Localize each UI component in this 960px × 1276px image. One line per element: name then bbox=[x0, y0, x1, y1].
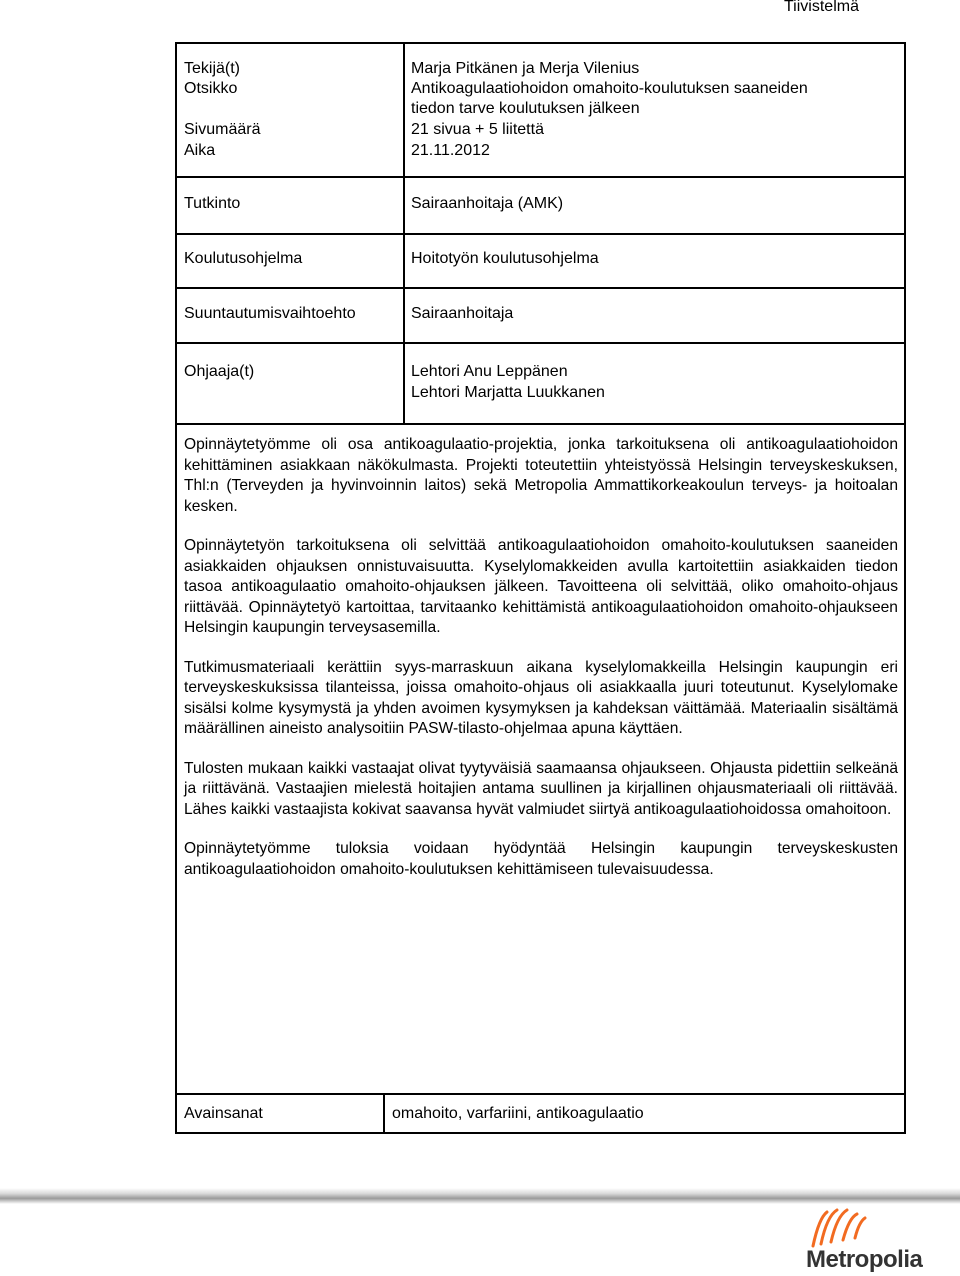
keywords-label: Avainsanat bbox=[184, 1105, 263, 1122]
programme-value: Hoitotyön koulutusohjelma bbox=[411, 250, 599, 267]
row-divider bbox=[177, 233, 904, 235]
abstract-form-frame bbox=[175, 42, 906, 1134]
abstract-paragraph: Tutkimusmateriaali kerättiin syys-marraskuun aikana kyselylomakkeilla Helsingin kaupungin eri terveyskeskuksissa tilanteissa, joissa omahoito-ohjaus oli asiakkaalla juuri toteutunut. Kyselylomake sisälsi kolme kysymystä ja yhden avoimen kysymyksen ja kahdeksan väittämää. Materiaalin sisältämä määrällinen aineisto analysoitiin PASW-tilasto-ohjelmaa apuna käyttäen. bbox=[184, 658, 898, 737]
title-value-line1: Antikoagulaatiohoidon omahoito-koulutuksen saaneiden bbox=[411, 80, 808, 97]
row-divider bbox=[177, 423, 904, 425]
date-value: 21.11.2012 bbox=[411, 142, 490, 159]
specialisation-label: Suuntautumisvaihtoehto bbox=[184, 305, 356, 322]
abstract-paragraph: Opinnäytetyömme oli osa antikoagulaatio-projektia, jonka tarkoituksena oli antikoagulaatiohoidon kehittäminen asiakkaan näkökulmasta. Projekti toteutettiin yhteistyössä Helsingin terveyskeskuksen, Thl:n (Terveyden ja hyvinvoinnin laitos) sekä Metropolia Ammattikorkeakoulun terveys- ja hoitoalan kesken. bbox=[184, 436, 898, 515]
specialisation-value: Sairaanhoitaja bbox=[411, 305, 514, 322]
supervisor-value-2: Lehtori Marjatta Luukkanen bbox=[411, 384, 605, 401]
title-value-line2: tiedon tarve koulutuksen jälkeen bbox=[411, 100, 640, 117]
row-divider bbox=[177, 342, 904, 344]
author-label: Tekijä(t) bbox=[184, 60, 241, 77]
abstract-paragraph: Opinnäytetyön tarkoituksena oli selvittää antikoagulaatiohoidon omahoito-koulutuksen saaneiden asiakkaiden ohjauksen onnistuvaisuutta. Kyselylomakkeiden avulla kartoitettiin asiakkaiden tiedon tasoa antikoagulaatio omahoito-ohjauksen jälkeen. Tavoitteena oli selvittää, oliko omahoito-ohjaus riittävää. Opinnäytetyö kartoittaa, tarvitaanko kehittämistä antikoagulaatiohoidon omahoito-ohjaukseen Helsingin kaupungin terveysasemilla. bbox=[184, 537, 898, 636]
pages-label: Sivumäärä bbox=[184, 121, 261, 138]
degree-label: Tutkinto bbox=[184, 195, 241, 212]
row-divider bbox=[177, 1093, 904, 1095]
author-value: Marja Pitkänen ja Merja Vilenius bbox=[411, 60, 640, 77]
abstract-paragraph: Opinnäytetyömme tuloksia voidaan hyödyntää Helsingin kaupungin terveyskeskusten antikoagulaatiohoidon omahoito-koulutuksen kehittämiseen tulevaisuudessa. bbox=[184, 840, 898, 878]
date-label: Aika bbox=[184, 142, 216, 159]
degree-value: Sairaanhoitaja (AMK) bbox=[411, 195, 564, 212]
supervisor-label: Ohjaaja(t) bbox=[184, 363, 255, 380]
row-divider bbox=[177, 176, 904, 178]
logo-wordmark: Metropolia bbox=[806, 1246, 923, 1273]
title-label: Otsikko bbox=[184, 80, 238, 97]
keywords-value: omahoito, varfariini, antikoagulaatio bbox=[392, 1105, 644, 1122]
abstract-body bbox=[184, 435, 898, 899]
pages-value: 21 sivua + 5 liitettä bbox=[411, 121, 544, 138]
page-header-title: Tiivistelmä bbox=[784, 0, 859, 15]
column-divider bbox=[383, 1093, 385, 1134]
row-divider bbox=[177, 287, 904, 289]
supervisor-value-1: Lehtori Anu Leppänen bbox=[411, 363, 568, 380]
abstract-paragraph: Tulosten mukaan kaikki vastaajat olivat tyytyväisiä saamaansa ohjaukseen. Ohjausta pidettiin selkeänä ja riittävänä. Vastaajien mielestä hoitajien antama suullinen ja kirjallinen ohjausmateriaali oli riittävää. Lähes kaikki vastaajista kokivat saavansa hyvät valmiudet siirtyä antikoagulaatiohoidossa omahoitoon. bbox=[184, 759, 898, 818]
footer-divider bbox=[0, 1188, 960, 1204]
programme-label: Koulutusohjelma bbox=[184, 250, 303, 267]
